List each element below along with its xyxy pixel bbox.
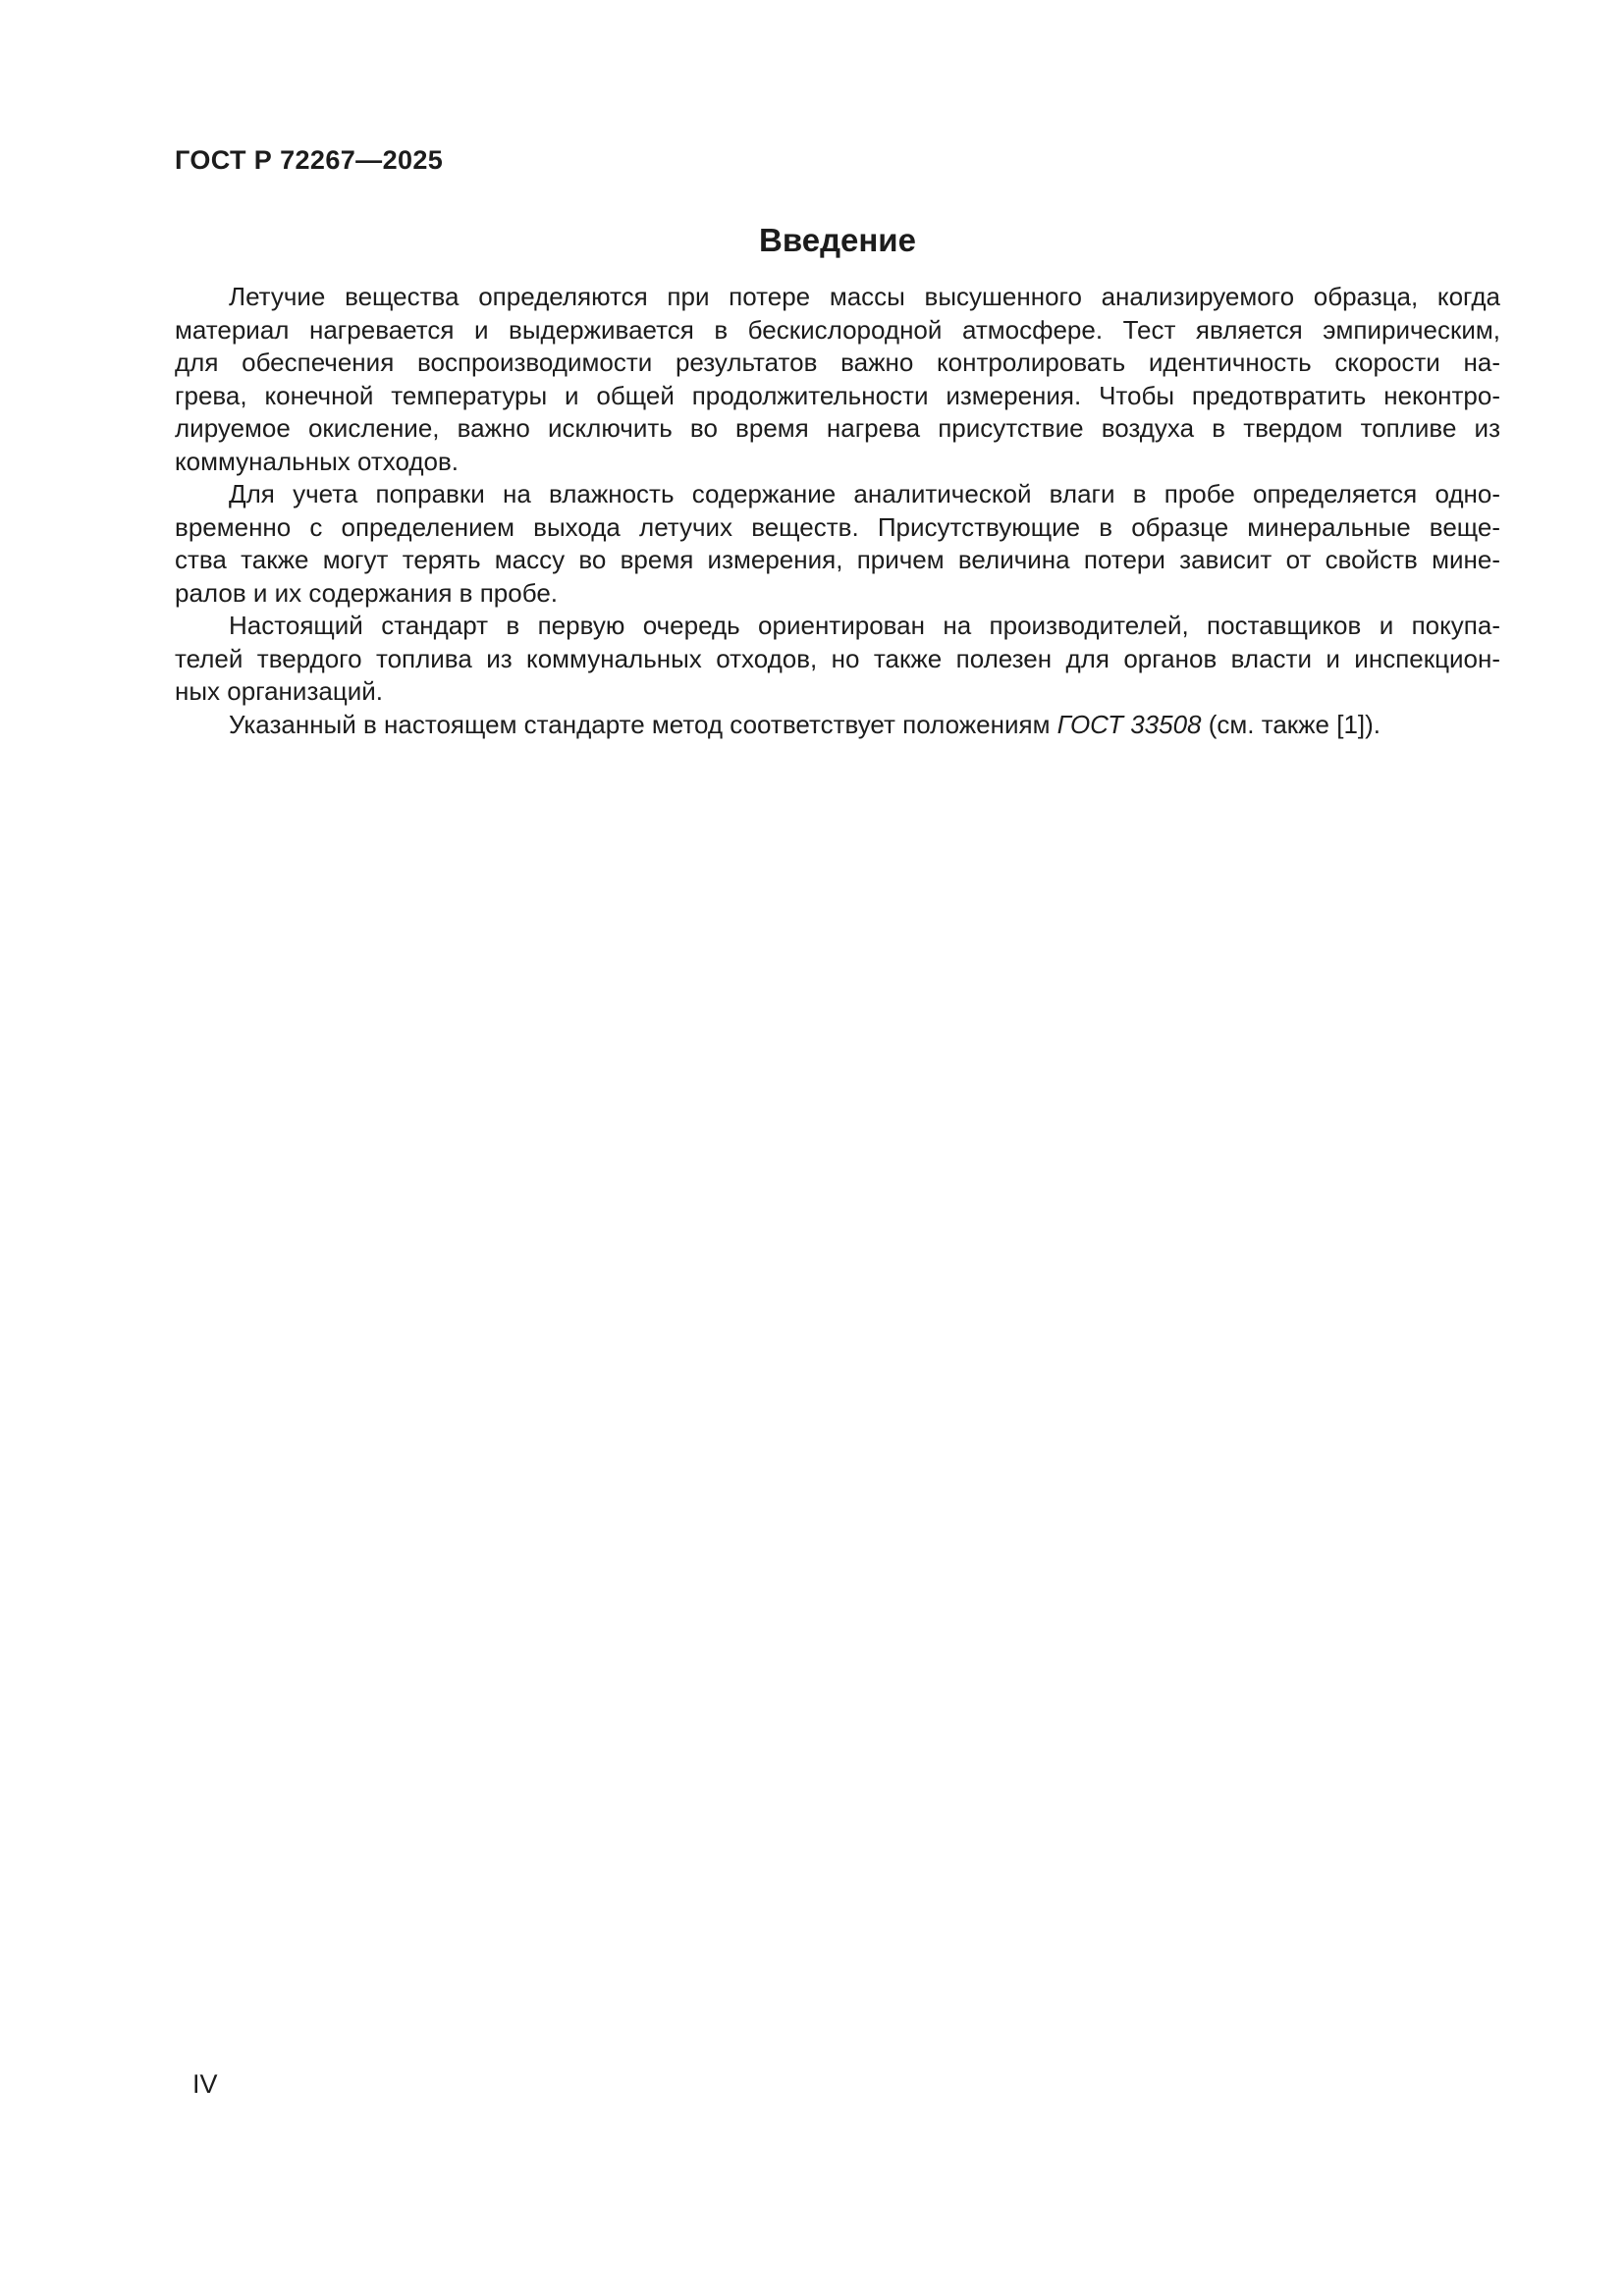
text-line: материал нагревается и выдерживается в бескислородной атмосфере. Тест является эмпирическим, (175, 314, 1500, 345)
text-line (175, 709, 1500, 742)
text-line: временно с определением выхода летучих веществ. Присутствующие в образце минеральные веще- (175, 511, 1500, 542)
text-line: для обеспечения воспроизводимости результатов важно контролировать идентичность скорости на- (175, 347, 1500, 377)
text-segment: Указанный в настоящем стандарте метод соответствует положениям (229, 709, 1057, 739)
text-line: Для учета поправки на влажность содержание аналитической влаги в пробе определяется одно- (229, 479, 1500, 508)
paragraph (175, 610, 1500, 709)
text-line: Летучие вещества определяются при потере массы высушенного анализируемого образца, когда (229, 282, 1500, 311)
text-line: грева, конечной температуры и общей продолжительности измерения. Чтобы предотвратить неконтро- (175, 380, 1500, 410)
text-line: коммунальных отходов. (175, 446, 460, 476)
document-number: ГОСТ Р 72267—2025 (175, 145, 444, 175)
text-line: Настоящий стандарт в первую очередь ориентирован на производителей, поставщиков и покупа- (229, 611, 1500, 640)
text-line: ства также могут терять массу во время измерения, причем величина потери зависит от свойств мине- (175, 545, 1500, 574)
text-line: лируемое окисление, важно исключить во время нагрева присутствие воздуха в твердом топливе из (175, 413, 1500, 443)
text-line: ных организаций. (175, 676, 383, 706)
page-title: Введение (759, 222, 916, 258)
paragraph (175, 709, 1500, 742)
paragraph (175, 478, 1500, 610)
introduction-text (175, 281, 1500, 741)
paragraph (175, 281, 1500, 478)
text-line: телей твердого топлива из коммунальных отходов, но также полезен для органов власти и инспекцион- (175, 643, 1500, 673)
gost-reference: ГОСТ 33508 (1056, 709, 1202, 739)
page-number: IV (192, 2069, 218, 2099)
text-segment: (см. также [1]). (1201, 709, 1381, 739)
text-line: ралов и их содержания в пробе. (175, 577, 558, 608)
